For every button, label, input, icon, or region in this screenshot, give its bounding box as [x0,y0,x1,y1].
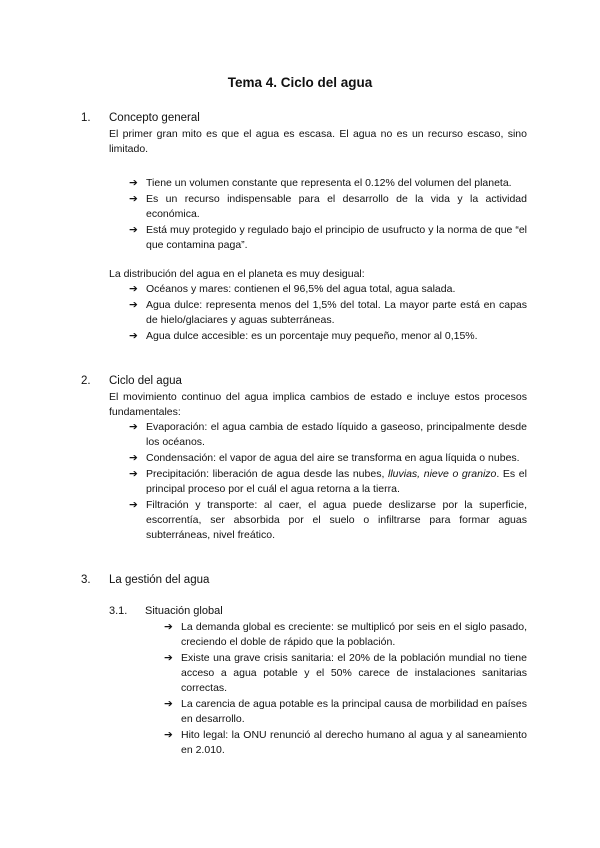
arrow-icon: ➔ [129,499,138,511]
arrow-icon: ➔ [129,468,138,480]
list-item: ➔ La demanda global es creciente: se multiplicó por seis en el siglo pasado, creciendo el doble de rápido que la población. [164,621,527,648]
distribution-intro: La distribución del agua en el planeta es muy desigual: [109,268,365,280]
list-item: ➔ Agua dulce accesible: es un porcentaje muy pequeño, menor al 0,15%. [129,330,478,342]
list-item: ➔ Existe una grave crisis sanitaria: el 20% de la población mundial no tiene acceso a agua potable y el 50% carece de instalaciones sanitarias correctas. [164,652,527,694]
arrow-icon: ➔ [129,330,138,342]
arrow-icon: ➔ [164,652,173,664]
subsection-title: Situación global [145,605,223,617]
list-item: ➔ Condensación: el vapor de agua del aire se transforma en agua líquida o nubes. [129,452,520,464]
arrow-icon: ➔ [164,729,173,741]
page-title: Tema 4. Ciclo del agua [227,75,373,90]
list-item: ➔ Tiene un volumen constante que representa el 0.12% del volumen del planeta. [129,177,512,189]
arrow-icon: ➔ [129,224,138,236]
arrow-icon: ➔ [164,621,173,633]
arrow-icon: ➔ [129,452,138,464]
section-1-number: 1. [81,112,91,124]
section-1-list-a [129,176,527,254]
section-3-title: La gestión del agua [109,574,210,586]
section-2-title: Ciclo del agua [109,375,182,387]
list-item: ➔ Océanos y mares: contienen el 96,5% del agua total, agua salada. [129,283,456,295]
list-item: ➔ Filtración y transporte: al caer, el agua puede deslizarse por la superficie, escorrentía, ser absorbida por el suelo o infiltrarse para formar aguas subterráneas, nivel freático. [129,499,527,541]
list-item: ➔ Hito legal: la ONU renunció al derecho humano al agua y al saneamiento en 2.010. [164,729,527,756]
arrow-icon: ➔ [129,283,138,295]
list-item: ➔ Evaporación: el agua cambia de estado líquido a gaseoso, principalmente desde los océanos. [129,421,527,448]
section-1-title: Concepto general [109,112,200,124]
list-item: ➔ La carencia de agua potable es la principal causa de morbilidad en países en desarrollo. [164,698,527,725]
list-item: ➔ Está muy protegido y regulado bajo el principio de usufructo y la norma de que “el que contamina paga”. [129,224,527,251]
arrow-icon: ➔ [129,421,138,433]
section-3-number: 3. [81,574,91,586]
section-1-list-b [129,282,527,345]
arrow-icon: ➔ [129,193,138,205]
section-2-list [129,420,527,544]
subsection-number: 3.1. [109,605,128,617]
section-2-intro: El movimiento continuo del agua implica cambios de estado e incluye estos procesos fundamentales: [109,391,527,418]
arrow-icon: ➔ [129,177,138,189]
list-item: ➔ Es un recurso indispensable para el desarrollo de la vida y la actividad económica. [129,193,527,220]
arrow-icon: ➔ [129,299,138,311]
section-3-list [164,620,527,759]
arrow-icon: ➔ [164,698,173,710]
section-1-intro: El primer gran mito es que el agua es escasa. El agua no es un recurso escaso, sino limitado. [109,128,527,155]
section-2-number: 2. [81,375,91,387]
list-item: ➔ Precipitación: liberación de agua desde las nubes, lluvias, nieve o granizo. Es el principal proceso por el cuál el agua retorna a la tierra. [129,468,527,495]
list-item: ➔ Agua dulce: representa menos del 1,5% del total. La mayor parte está en capas de hielo/glaciares y aguas subterráneas. [129,299,527,326]
